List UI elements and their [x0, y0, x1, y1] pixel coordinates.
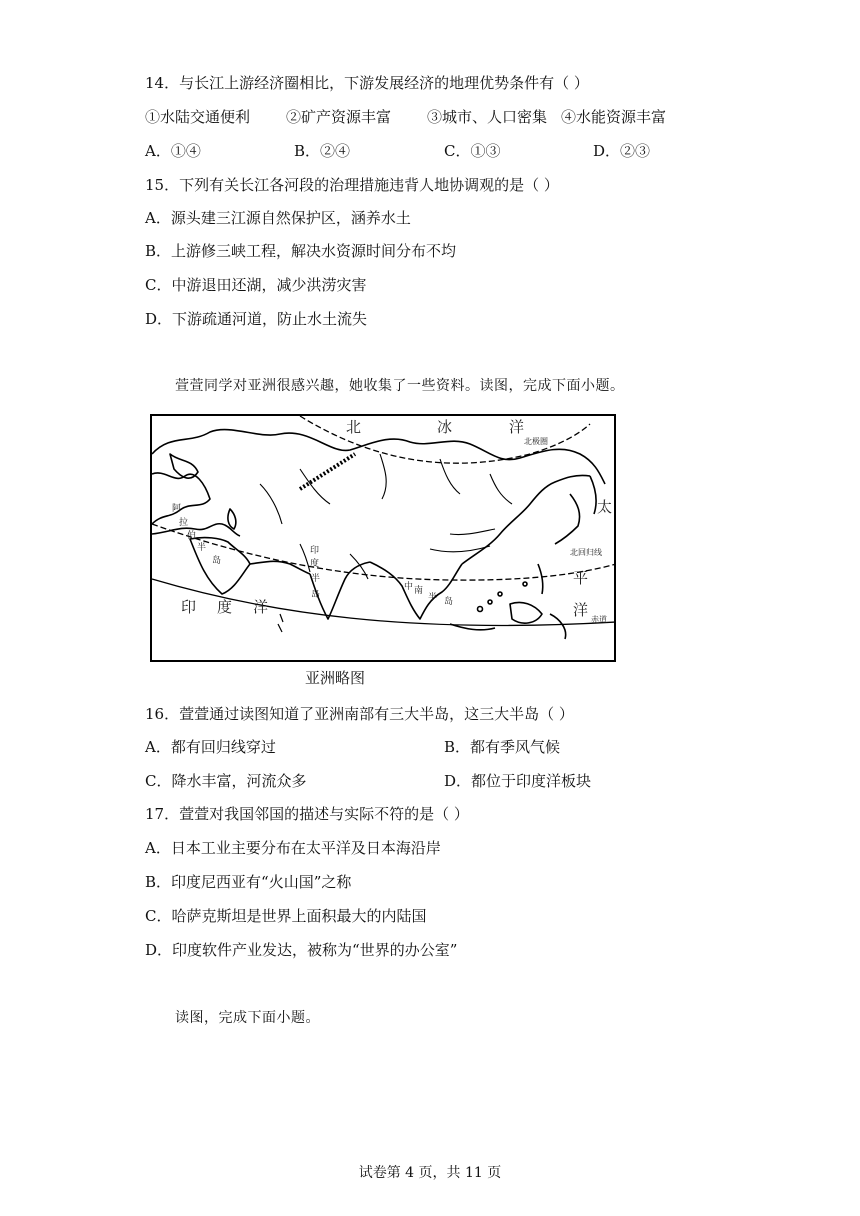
q17-option-d: D．印度软件产业发达，被称为“世界的办公室” [145, 941, 458, 959]
q17-option-b: B．印度尼西亚有“火山国”之称 [145, 873, 352, 891]
q14-option-c: C．①③ [444, 142, 501, 160]
q16-option-d: D．都位于印度洋板块 [444, 772, 592, 790]
q16-option-b: B．都有季风气候 [444, 738, 561, 756]
intro-asia: 萱萱同学对亚洲很感兴趣，她收集了一些资料。读图，完成下面小题。 [175, 378, 625, 394]
q15-option-b: B．上游修三峡工程，解决水资源时间分布不均 [145, 242, 457, 260]
label-india-3: 半 [311, 574, 321, 584]
q17-option-c: C．哈萨克斯坦是世界上面积最大的内陆国 [145, 907, 427, 925]
label-equator: 赤道 [591, 615, 607, 624]
label-arabia-4: 半 [197, 543, 207, 553]
map-caption: 亚洲略图 [305, 669, 366, 687]
q17-stem: 17．萱萱对我国邻国的描述与实际不符的是（ ） [145, 805, 469, 823]
label-arabia-3: 伯 [187, 531, 197, 541]
label-indochina-4: 岛 [444, 597, 454, 607]
label-bing: 冰 [437, 418, 453, 436]
label-indochina-2: 南 [414, 586, 424, 596]
label-india-2: 度 [310, 559, 320, 569]
q14-condition-4: ④水能资源丰富 [561, 108, 667, 126]
q14-option-b: B．②④ [294, 142, 351, 160]
label-tropic: 北回归线 [570, 548, 602, 557]
label-bei: 北 [346, 418, 362, 436]
q15-option-a: A．源头建三江源自然保护区，涵养水土 [145, 209, 411, 227]
label-arabia-5: 岛 [212, 556, 222, 566]
q14-option-a: A．①④ [145, 142, 201, 160]
q14-stem: 14．与长江上游经济圈相比，下游发展经济的地理优势条件有（ ） [145, 74, 589, 92]
label-tai: 太 [597, 498, 613, 516]
label-arctic-circle: 北极圈 [524, 437, 548, 446]
asia-map [150, 414, 616, 662]
q15-option-d: D．下游疏通河道，防止水土流失 [145, 310, 368, 328]
label-ping: 平 [573, 569, 589, 587]
label-indochina-3: 半 [428, 593, 438, 603]
label-yang-p: 洋 [573, 601, 589, 619]
q14-condition-2: ②矿产资源丰富 [286, 108, 392, 126]
q15-option-c: C．中游退田还湖，减少洪涝灾害 [145, 276, 367, 294]
q16-option-a: A．都有回归线穿过 [145, 738, 276, 756]
q15-stem: 15．下列有关长江各河段的治理措施违背人地协调观的是（ ） [145, 176, 559, 194]
label-yang-n: 洋 [509, 418, 525, 436]
q14-option-d: D．②③ [593, 142, 651, 160]
label-arabia-1: 阿 [172, 504, 182, 514]
page-footer: 试卷第 4 页，共 11 页 [358, 1165, 502, 1181]
label-yin: 印 [181, 598, 197, 616]
q17-option-a: A．日本工业主要分布在太平洋及日本海沿岸 [145, 839, 441, 857]
q16-option-c: C．降水丰富，河流众多 [145, 772, 307, 790]
q14-condition-3: ③城市、人口密集 [427, 108, 548, 126]
label-india-4: 岛 [311, 590, 321, 600]
label-indochina-1: 中 [404, 582, 414, 592]
map-frame [151, 415, 615, 661]
label-india-1: 印 [310, 546, 320, 556]
q16-stem: 16．萱萱通过读图知道了亚洲南部有三大半岛，这三大半岛（ ） [145, 705, 574, 723]
q14-condition-1: ①水陆交通便利 [145, 108, 251, 126]
label-yang-i: 洋 [253, 598, 269, 616]
intro-read-map: 读图，完成下面小题。 [175, 1010, 320, 1026]
label-du: 度 [217, 598, 233, 616]
label-arabia-2: 拉 [179, 518, 189, 528]
